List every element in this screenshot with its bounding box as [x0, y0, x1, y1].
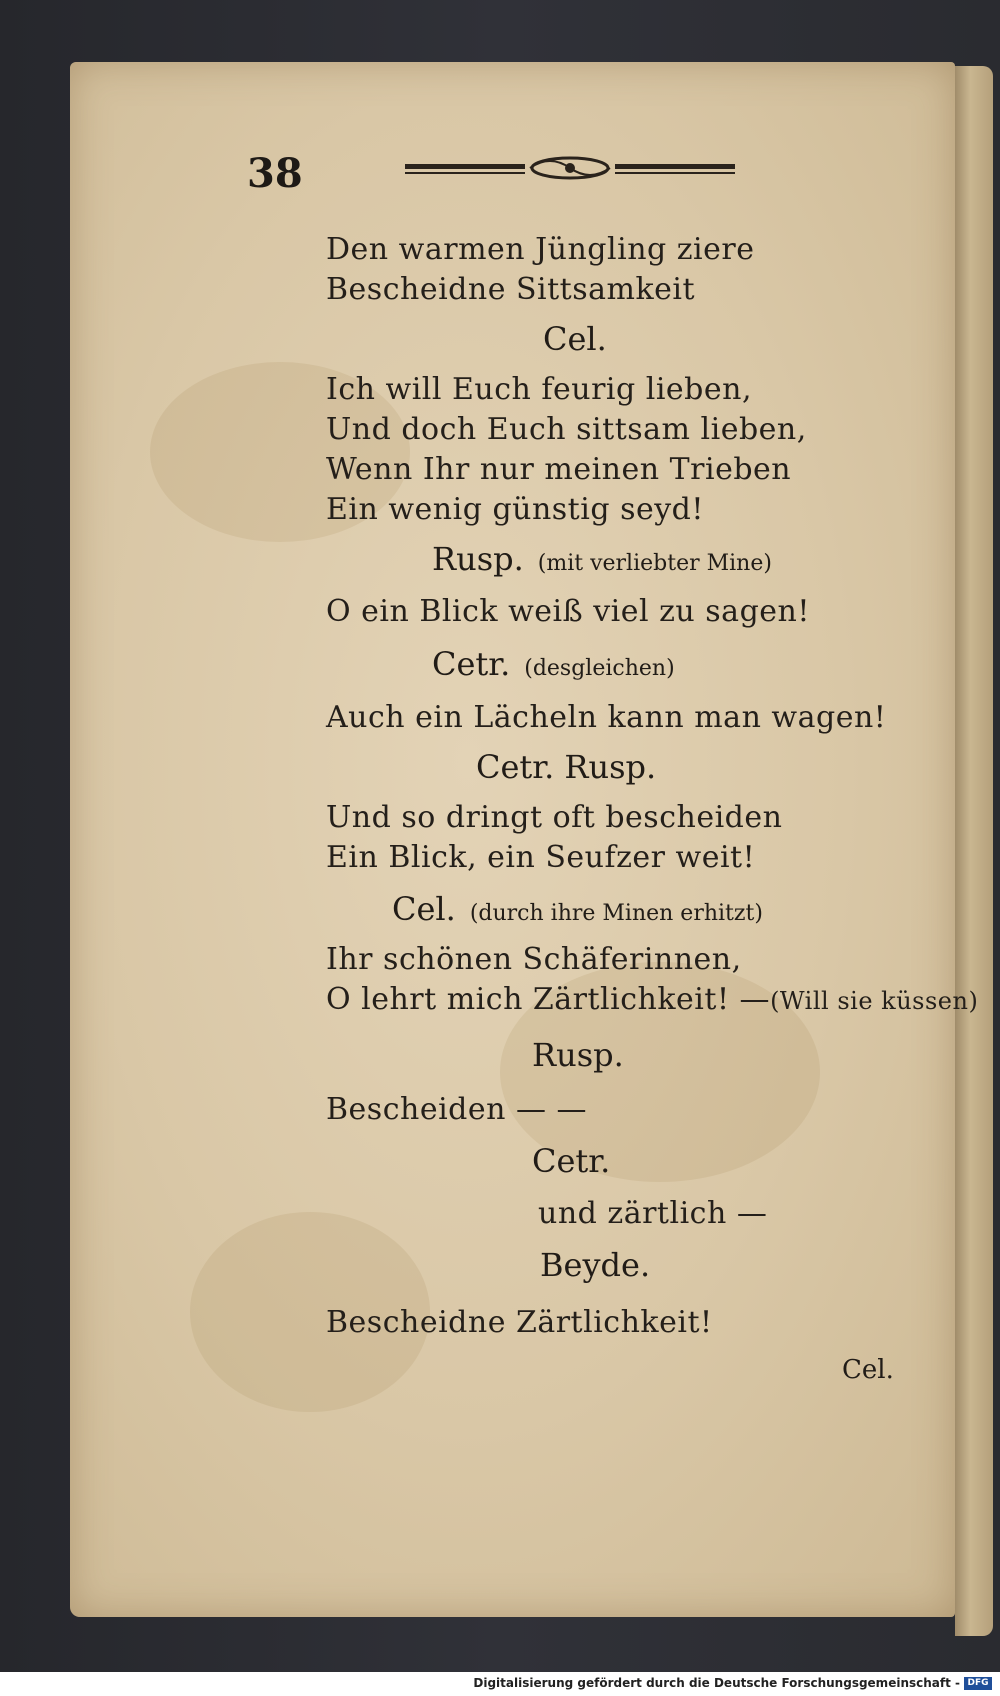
speaker-line	[392, 890, 763, 928]
footer-bar	[0, 1672, 1000, 1696]
verse-line: Ein Blick, ein Seufzer weit!	[326, 840, 756, 875]
funding-credit: Digitalisierung gefördert durch die Deutsche Forschungsgemeinschaft -	[473, 1676, 960, 1690]
speaker-label: Rusp.	[532, 1036, 624, 1074]
verse-line: Wenn Ihr nur meinen Trieben	[326, 452, 792, 487]
verse-line-with-direction	[326, 982, 978, 1017]
speaker-label: Cel.	[392, 890, 456, 928]
stage-direction: (Will sie küssen)	[770, 987, 979, 1015]
speaker-label: Cetr. Rusp.	[476, 748, 657, 786]
verse-line: Bescheidne Sittsamkeit	[326, 272, 696, 307]
page-number: 38	[247, 150, 303, 197]
stage-direction: (desgleichen)	[524, 656, 675, 681]
stage-direction: (mit verliebter Mine)	[537, 551, 772, 576]
speaker-label: Cel.	[543, 320, 607, 358]
verse-line: Bescheiden — —	[326, 1092, 588, 1127]
verse-line: Den warmen Jüngling ziere	[326, 232, 755, 267]
speaker-line	[432, 540, 772, 578]
verse-line: Ihr schönen Schäferinnen,	[326, 942, 742, 977]
speaker-label: Beyde.	[540, 1246, 651, 1284]
verse-line: Auch ein Lächeln kann man wagen!	[326, 700, 887, 735]
verse-line: Und doch Euch sittsam lieben,	[326, 412, 807, 447]
verse-line: Ein wenig günstig seyd!	[326, 492, 704, 527]
page-edge	[955, 66, 993, 1636]
verse-line: Ich will Euch feurig lieben,	[326, 372, 753, 407]
catchword: Cel.	[842, 1355, 894, 1385]
speaker-line	[432, 645, 675, 683]
speaker-label: Cetr.	[432, 645, 511, 683]
verse-text: O lehrt mich Zärtlichkeit! —	[326, 982, 771, 1017]
speaker-label: Cetr.	[532, 1142, 611, 1180]
stage-direction: (durch ihre Minen erhitzt)	[469, 901, 763, 926]
speaker-label: Rusp.	[432, 540, 524, 578]
verse-line: Bescheidne Zärtlichkeit!	[326, 1305, 713, 1340]
verse-line: Und so dringt oft bescheiden	[326, 800, 783, 835]
dfg-logo: DFG	[964, 1677, 992, 1690]
header-ornament	[405, 150, 735, 190]
verse-line: und zärtlich —	[538, 1196, 768, 1231]
verse-line: O ein Blick weiß viel zu sagen!	[326, 594, 810, 629]
